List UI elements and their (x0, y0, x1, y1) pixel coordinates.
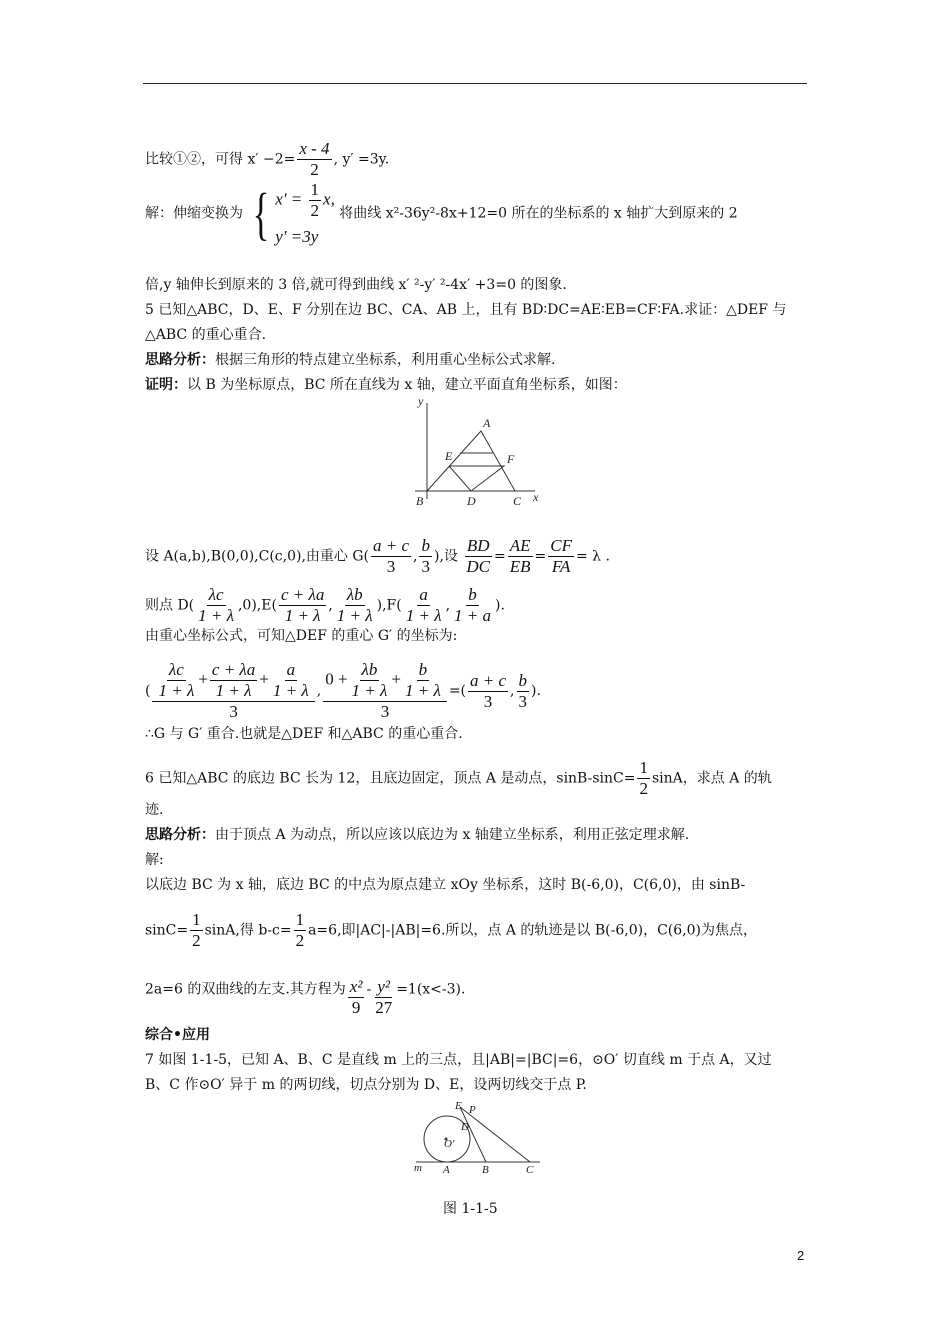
circle-tangent-figure (408, 1095, 543, 1175)
solution-6-line-2: sinC= $\frac{1}{2}$ sinA,得 b-c= $\frac{1}{2}$ a=6,即|AC|-|AB|=6.所以，点 A 的轨迹是以 B(-6,0)，C(6,0)为焦点， (145, 910, 757, 950)
svg-text:y: y (418, 394, 424, 408)
conclusion: ∴G 与 G′ 重合.也就是△DEF 和△ABC 的重心重合. (145, 726, 463, 742)
svg-text:D: D (467, 494, 476, 508)
fraction: $\frac{x - 4}{2}$ (299, 139, 330, 179)
solution-6-line-3: 2a=6 的双曲线的左支.其方程为 $\frac{\text{x²}}{9}$ - $\frac{\text{y²}}{27}$ =1(x<-3). (145, 977, 466, 1017)
solution-6-line-1: 以底边 BC 为 x 轴，底边 BC 的中点为原点建立 xOy 坐标系，这时 B(-6,0)，C(6,0)，由 sinB- (145, 877, 746, 893)
svg-text:E: E (445, 449, 453, 463)
question-5: 5 已知△ABC，D、E、F 分别在边 BC、CA、AB 上，且有 BD∶DC=AE∶EB=CF∶FA.求证：△DEF 与 (145, 302, 787, 318)
svg-text:C: C (513, 494, 522, 508)
svg-text:A: A (483, 416, 491, 430)
setup-line: 设 A(a,b),B(0,0),C(c,0),由重心 G( $\frac{a + c}{3}$ , $\frac{b}{3}$ ),设 $\frac{BD}{DC}$ = $\frac{AE}{EB}$ = $\frac{CF}{FA}$ = λ . (145, 536, 610, 576)
svg-text:B: B (482, 1164, 489, 1175)
svg-text:C: C (526, 1164, 534, 1175)
proof-5: 证明：以 B 为坐标原点，BC 所在直线为 x 轴，建立平面直角坐标系，如图： (145, 377, 627, 393)
svg-text:P: P (469, 1104, 476, 1116)
centroid-formula: ( $\frac{\lambda c}{1 + \lambda}$ + $\frac{c + \lambda a}{1 + \lambda}$ + $\frac{a}{1 + \lambda}$ 3 , 0 + $\frac{\lambda b}{1 + \lambda}$ + $\frac{b}{1 + \lambda}$ 3 =( $\frac{a + c}{3}$ , $\frac{b}{3}$ ). (145, 660, 541, 721)
svg-text:E: E (455, 1100, 462, 1112)
points-line: 则点 D( $\frac{\lambda c}{1 + \lambda}$ ,0),E( $\frac{c + \lambda a}{1 + \lambda}$ , $\frac{\lambda b}{1 + \lambda}$ ),F( $\frac{a}{1 + \lambda}$ , $\frac{b}{1 + a}$ ). (145, 585, 505, 625)
svg-text:F: F (507, 452, 515, 466)
solution-6-label: 解: (145, 852, 164, 868)
question-5-cont: △ABC 的重心重合. (145, 327, 267, 343)
section-heading: 综合•应用 (145, 1027, 210, 1043)
analysis-5: 思路分析：根据三角形的特点建立坐标系，利用重心坐标公式求解. (145, 352, 556, 368)
svg-text:m: m (414, 1162, 422, 1174)
analysis-6: 思路分析：由于顶点 A 为动点，所以应该以底边为 x 轴建立坐标系，利用正弦定理求解. (145, 827, 690, 843)
question-7-cont: B、C 作⊙O′ 异于 m 的两切线，切点分别为 D、E，设两切线交于点 P. (145, 1077, 587, 1093)
svg-text:x: x (533, 490, 539, 504)
svg-text:B: B (416, 494, 424, 508)
svg-text:D: D (461, 1121, 469, 1133)
figure-caption: 图 1-1-5 (443, 1201, 498, 1217)
triangle-figure (405, 393, 550, 511)
svg-text:A: A (443, 1164, 450, 1175)
equation-system: { x′ = $\frac{1}{2}$ x, y′ =3y (253, 180, 335, 246)
svg-text:O′: O′ (444, 1138, 455, 1150)
compare-line: 比较①②，可得 x′ −2= $\frac{x - 4}{2}$ , y′ =3y. (145, 139, 390, 179)
question-7: 7 如图 1-1-5，已知 A、B、C 是直线 m 上的三点，且|AB|=|BC|=6，⊙O′ 切直线 m 于点 A，又过 (145, 1052, 772, 1068)
page-number: 2 (797, 1248, 805, 1263)
solution-line-2: 倍,y 轴伸长到原来的 3 倍,就可得到曲线 x′ ²-y′ ²-4x′ +3=0 的图象. (145, 277, 567, 293)
header-rule (143, 83, 807, 84)
question-6-cont: 迹. (145, 802, 164, 818)
centroid-line: 由重心坐标公式，可知△DEF 的重心 G′ 的坐标为: (145, 628, 458, 644)
question-6: 6 已知△ABC 的底边 BC 长为 12，且底边固定，顶点 A 是动点，sinB-sinC= $\frac{1}{2}$ sinA，求点 A 的轨 (145, 758, 772, 798)
solution-line: 解：伸缩变换为 { x′ = $\frac{1}{2}$ x, y′ =3y 将曲线 x²-36y²-8x+12=0 所在的坐标系的 x 轴扩大到原来的 2 (145, 180, 738, 246)
